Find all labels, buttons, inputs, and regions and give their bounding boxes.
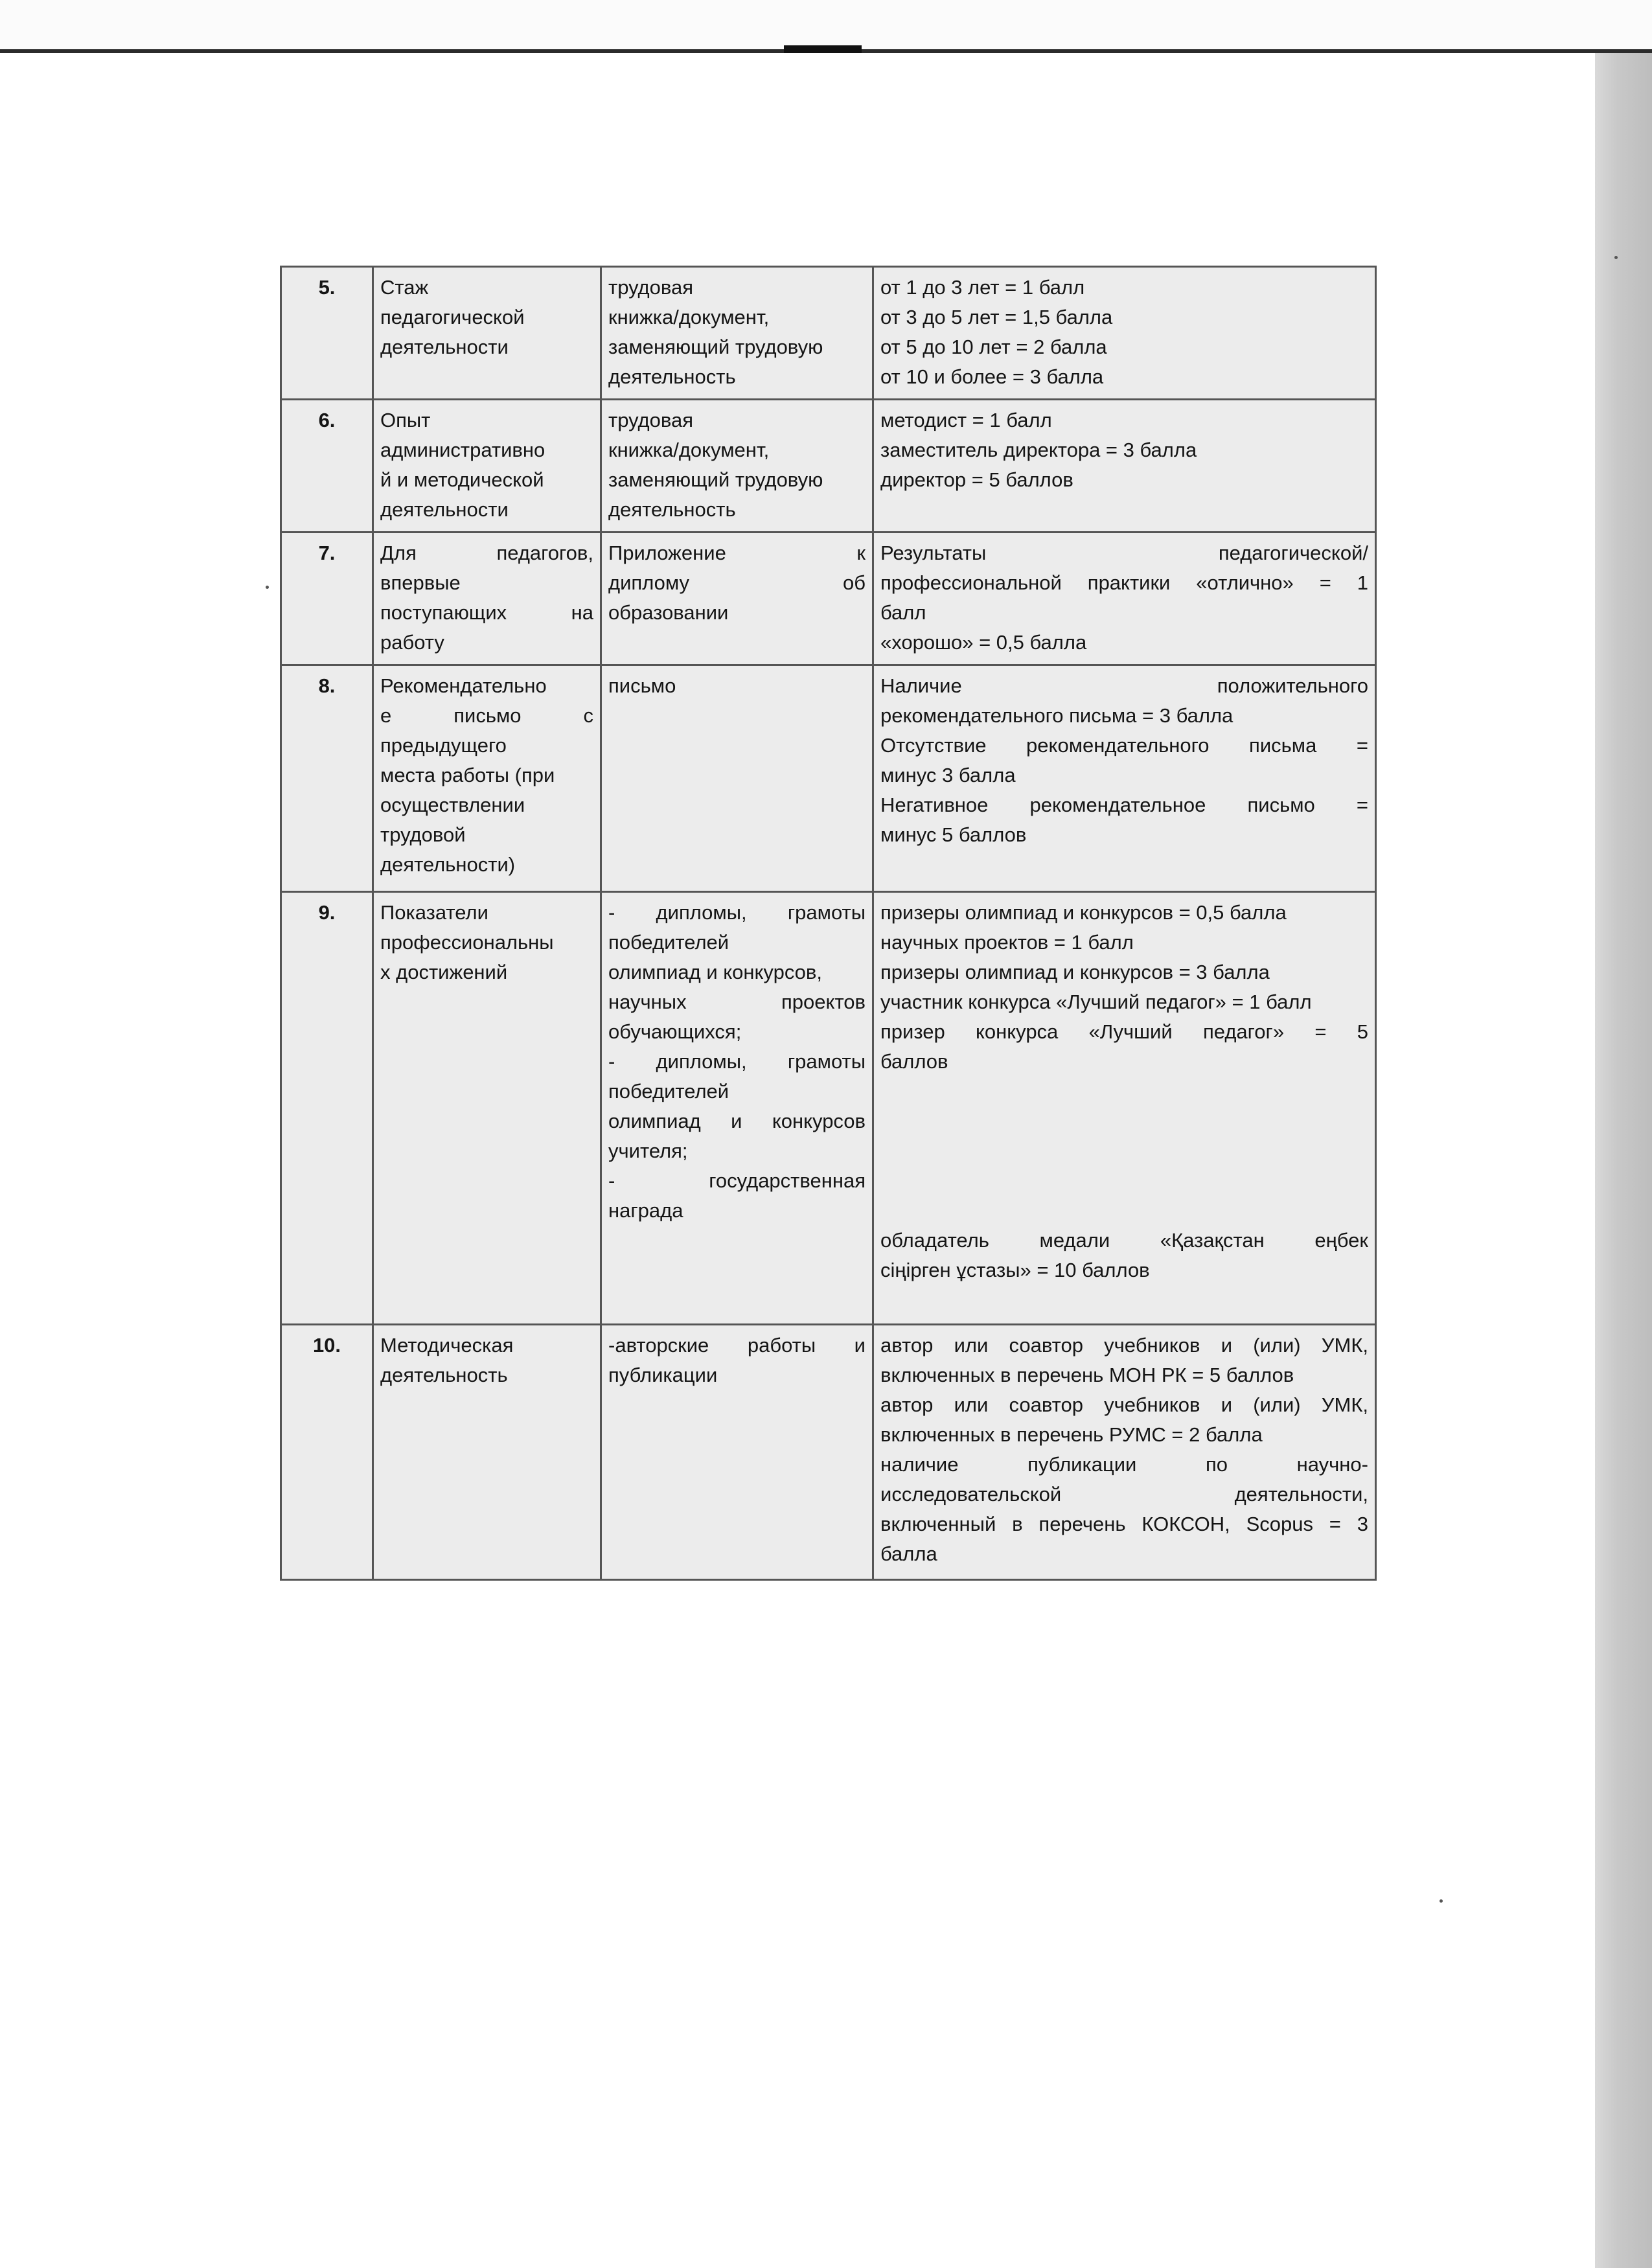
criterion-line: е письмо с — [380, 704, 593, 727]
points-line: научных проектов = 1 балл — [880, 931, 1134, 954]
points-line: профессиональной практики «отлично» = 1 — [880, 571, 1368, 594]
document-line: деятельность — [608, 498, 736, 521]
criterion-cell — [373, 533, 601, 665]
criterion-line: Опыт — [380, 409, 431, 431]
points-line: от 5 до 10 лет = 2 балла — [880, 336, 1107, 358]
criterion-line: х достижений — [380, 961, 508, 983]
row-number: 10. — [281, 1325, 373, 1580]
scan-right-edge — [1595, 53, 1652, 2268]
criterion-line: Для педагогов, — [380, 542, 593, 564]
table-row — [281, 892, 1376, 1325]
criterion-cell — [373, 267, 601, 400]
criterion-line: профессиональны — [380, 931, 554, 954]
document-line: книжка/документ, — [608, 439, 770, 461]
points-line: балл — [880, 601, 926, 624]
document-line: образовании — [608, 601, 729, 624]
table-row — [281, 1325, 1376, 1580]
criterion-line: трудовой — [380, 823, 466, 846]
points-line: участник конкурса «Лучший педагог» = 1 балл — [880, 991, 1312, 1013]
table-row — [281, 400, 1376, 533]
criterion-cell — [373, 665, 601, 892]
document-line: заменяющий трудовую — [608, 336, 823, 358]
points-line: баллов — [880, 1050, 948, 1073]
points-line: балла — [880, 1542, 937, 1565]
document-line: публикации — [608, 1364, 718, 1386]
criterion-line: деятельности — [380, 498, 509, 521]
document-line: - дипломы, грамоты — [608, 1050, 866, 1073]
row-number: 7. — [281, 533, 373, 665]
points-cell — [873, 1325, 1376, 1580]
criterion-line: деятельности — [380, 336, 509, 358]
criterion-cell — [373, 892, 601, 1325]
criterion-line: Рекомендательно — [380, 674, 547, 697]
points-line: призеры олимпиад и конкурсов = 3 балла — [880, 961, 1270, 983]
document-line: - государственная — [608, 1169, 866, 1192]
criterion-line: Методическая — [380, 1334, 514, 1357]
points-line: Негативное рекомендательное письмо = — [880, 794, 1368, 816]
points-line: исследовательской деятельности, — [880, 1483, 1368, 1506]
scan-speck — [1614, 256, 1618, 259]
points-cell — [873, 400, 1376, 533]
criteria-table — [280, 266, 1377, 1581]
criterion-cell — [373, 400, 601, 533]
points-line: Наличие положительного — [880, 674, 1368, 697]
document-line: олимпиад и конкурсов — [608, 1110, 866, 1132]
criterion-line: работу — [380, 631, 444, 654]
criterion-line: поступающих на — [380, 601, 593, 624]
document-cell — [601, 400, 873, 533]
points-line: включенных в перечень РУМС = 2 балла — [880, 1423, 1263, 1446]
criterion-line: административно — [380, 439, 545, 461]
document-line: Приложение к — [608, 542, 866, 564]
document-line: обучающихся; — [608, 1020, 742, 1043]
points-line: заместитель директора = 3 балла — [880, 439, 1197, 461]
points-line: от 3 до 5 лет = 1,5 балла — [880, 306, 1113, 328]
criterion-line: деятельности) — [380, 853, 516, 876]
points-line: призеры олимпиад и конкурсов = 0,5 балла — [880, 901, 1287, 924]
table-row — [281, 267, 1376, 400]
document-cell — [601, 267, 873, 400]
table-row — [281, 665, 1376, 892]
criterion-line: впервые — [380, 571, 461, 594]
criterion-line: Показатели — [380, 901, 488, 924]
scan-top-mark — [784, 45, 862, 53]
points-line: призер конкурса «Лучший педагог» = 5 — [880, 1020, 1368, 1043]
points-cell — [873, 267, 1376, 400]
document-line: заменяющий трудовую — [608, 468, 823, 491]
points-line: наличие публикации по научно- — [880, 1453, 1368, 1476]
cell-spacer — [880, 1077, 1368, 1226]
criterion-line: предыдущего — [380, 734, 507, 757]
document-line: победителей — [608, 931, 729, 954]
document-line: награда — [608, 1199, 683, 1222]
points-line: Отсутствие рекомендательного письма = — [880, 734, 1368, 757]
scan-speck — [1440, 1899, 1443, 1903]
criterion-line: деятельность — [380, 1364, 508, 1386]
points-line: от 10 и более = 3 балла — [880, 365, 1104, 388]
row-number: 8. — [281, 665, 373, 892]
document-line: -авторские работы и — [608, 1334, 866, 1357]
criterion-line: педагогической — [380, 306, 525, 328]
document-line: письмо — [608, 674, 676, 697]
points-line: директор = 5 баллов — [880, 468, 1073, 491]
row-number: 6. — [281, 400, 373, 533]
points-line: методист = 1 балл — [880, 409, 1052, 431]
criterion-line: Стаж — [380, 276, 429, 299]
scan-top-margin — [0, 0, 1652, 51]
criterion-line: осуществлении — [380, 794, 525, 816]
criterion-cell — [373, 1325, 601, 1580]
criterion-line: места работы (при — [380, 764, 555, 786]
document-line: олимпиад и конкурсов, — [608, 961, 822, 983]
points-line: включенный в перечень КОКСОН, Scopus = 3 — [880, 1513, 1368, 1535]
points-cell — [873, 665, 1376, 892]
document-line: трудовая — [608, 276, 694, 299]
points-line: рекомендательного письма = 3 балла — [880, 704, 1233, 727]
criterion-line: й и методической — [380, 468, 544, 491]
points-line: сіңірген ұстазы» = 10 баллов — [880, 1259, 1150, 1281]
points-line: минус 5 баллов — [880, 823, 1027, 846]
document-cell — [601, 892, 873, 1325]
points-cell — [873, 533, 1376, 665]
points-line: автор или соавтор учебников и (или) УМК, — [880, 1393, 1368, 1416]
row-number: 5. — [281, 267, 373, 400]
points-line: Результаты педагогической/ — [880, 542, 1368, 564]
document-line: учителя; — [608, 1140, 688, 1162]
points-line: от 1 до 3 лет = 1 балл — [880, 276, 1085, 299]
document-line: диплому об — [608, 571, 866, 594]
document-line: победителей — [608, 1080, 729, 1103]
document-cell — [601, 533, 873, 665]
document-line: научных проектов — [608, 991, 866, 1013]
document-line: книжка/документ, — [608, 306, 770, 328]
points-line: минус 3 балла — [880, 764, 1016, 786]
document-line: деятельность — [608, 365, 736, 388]
row-number: 9. — [281, 892, 373, 1325]
points-line: включенных в перечень МОН РК = 5 баллов — [880, 1364, 1294, 1386]
points-line: «хорошо» = 0,5 балла — [880, 631, 1087, 654]
document-line: - дипломы, грамоты — [608, 901, 866, 924]
points-line: автор или соавтор учебников и (или) УМК, — [880, 1334, 1368, 1357]
document-cell — [601, 665, 873, 892]
table-row — [281, 533, 1376, 665]
scan-speck — [266, 586, 269, 589]
document-line: трудовая — [608, 409, 694, 431]
points-line: обладатель медали «Қазақстан еңбек — [880, 1229, 1368, 1252]
points-cell — [873, 892, 1376, 1325]
document-cell — [601, 1325, 873, 1580]
